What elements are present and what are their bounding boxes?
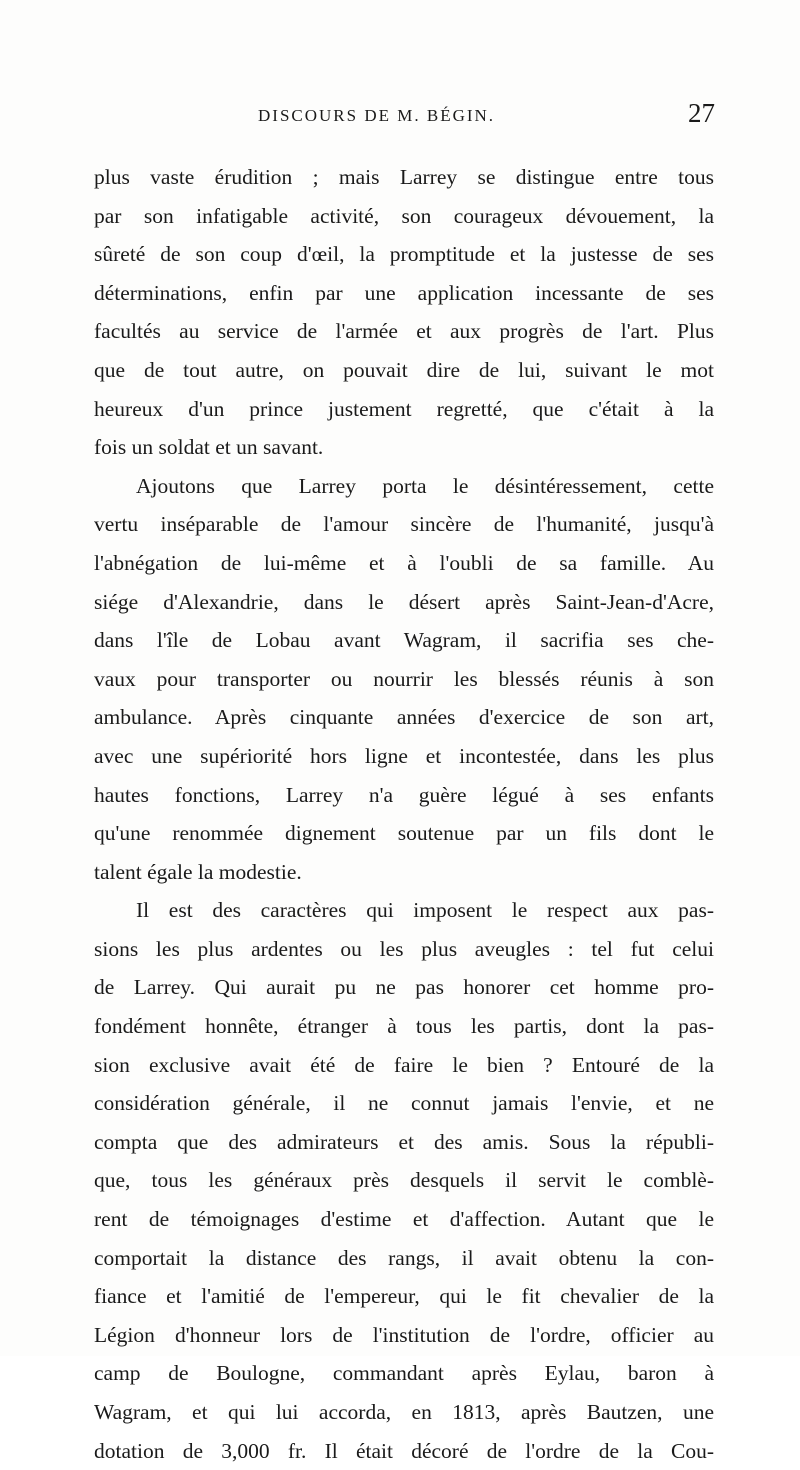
text-line: considération générale, il ne connut jamais l'envie, et ne [94,1091,714,1116]
text-line: plus vaste érudition ; mais Larrey se distingue entre tous [94,165,714,189]
text-line: l'abnégation de lui-même et à l'oubli de sa famille. Au [94,550,714,575]
text-line: sions les plus ardentes ou les plus aveugles : tel fut celui [94,936,714,961]
text-line: rent de témoignages d'estime et d'affection. Autant que le [94,1207,714,1232]
text-line: que de tout autre, on pouvait dire de lui, suivant le mot [94,357,714,382]
text-line: facultés au service de l'armée et aux progrès de l'art. Plus [94,319,714,344]
text-line: avec une supériorité hors ligne et incontestée, dans les plus [94,743,714,768]
text-line: qu'une renommée dignement soutenue par un fils dont le [94,821,714,846]
text-line: vaux pour transporter ou nourrir les blessés réunis à son [94,666,714,691]
text-line: déterminations, enfin par une application incessante de ses [94,280,714,305]
text-line: fondément honnête, étranger à tous les partis, dont la pas- [94,1014,714,1039]
paragraph-last-line: fois un soldat et un savant. [94,435,324,460]
text-line: Wagram, et qui lui accorda, en 1813, après Bautzen, une [94,1400,714,1424]
text-line: comportait la distance des rangs, il avait obtenu la con- [94,1245,714,1270]
text-line: sûreté de son coup d'œil, la promptitude et la justesse de ses [94,242,714,267]
text-line: siége d'Alexandrie, dans le désert après Saint-Jean-d'Acre, [94,589,714,614]
text-line: par son infatigable activité, son courageux dévouement, la [94,203,714,228]
text-line: hautes fonctions, Larrey n'a guère légué à ses enfants [94,782,714,807]
paragraph-first-line: Ajoutons que Larrey porta le désintéressement, cette [136,473,714,498]
page-number: 27 [688,98,715,128]
text-line: ambulance. Après cinquante années d'exercice de son art, [94,705,714,730]
text-line: vertu inséparable de l'amour sincère de l'humanité, jusqu'à [94,512,714,537]
text-line: sion exclusive avait été de faire le bien ? Entouré de la [94,1052,714,1077]
paragraph-first-line: Il est des caractères qui imposent le respect aux pas- [136,898,714,923]
text-line: fiance et l'amitié de l'empereur, qui le fit chevalier de la [94,1284,714,1309]
text-line: Légion d'honneur lors de l'institution de l'ordre, officier au [94,1322,714,1347]
running-head [0,92,800,132]
text-line: compta que des admirateurs et des amis. Sous la républi- [94,1129,714,1154]
text-line: de Larrey. Qui aurait pu ne pas honorer cet homme pro- [94,975,714,1000]
text-line: dans l'île de Lobau avant Wagram, il sacrifia ses che- [94,628,714,653]
text-line: camp de Boulogne, commandant après Eylau, baron à [94,1361,714,1386]
text-line: dotation de 3,000 fr. Il était décoré de l'ordre de la Cou- [94,1438,714,1463]
text-line: heureux d'un prince justement regretté, que c'était à la [94,396,714,421]
text-line: que, tous les généraux près desquels il servit le comblè- [94,1168,714,1193]
paragraph-last-line: talent égale la modestie. [94,859,302,884]
running-title: DISCOURS DE M. BÉGIN. [258,106,496,125]
body-text [94,158,714,1470]
